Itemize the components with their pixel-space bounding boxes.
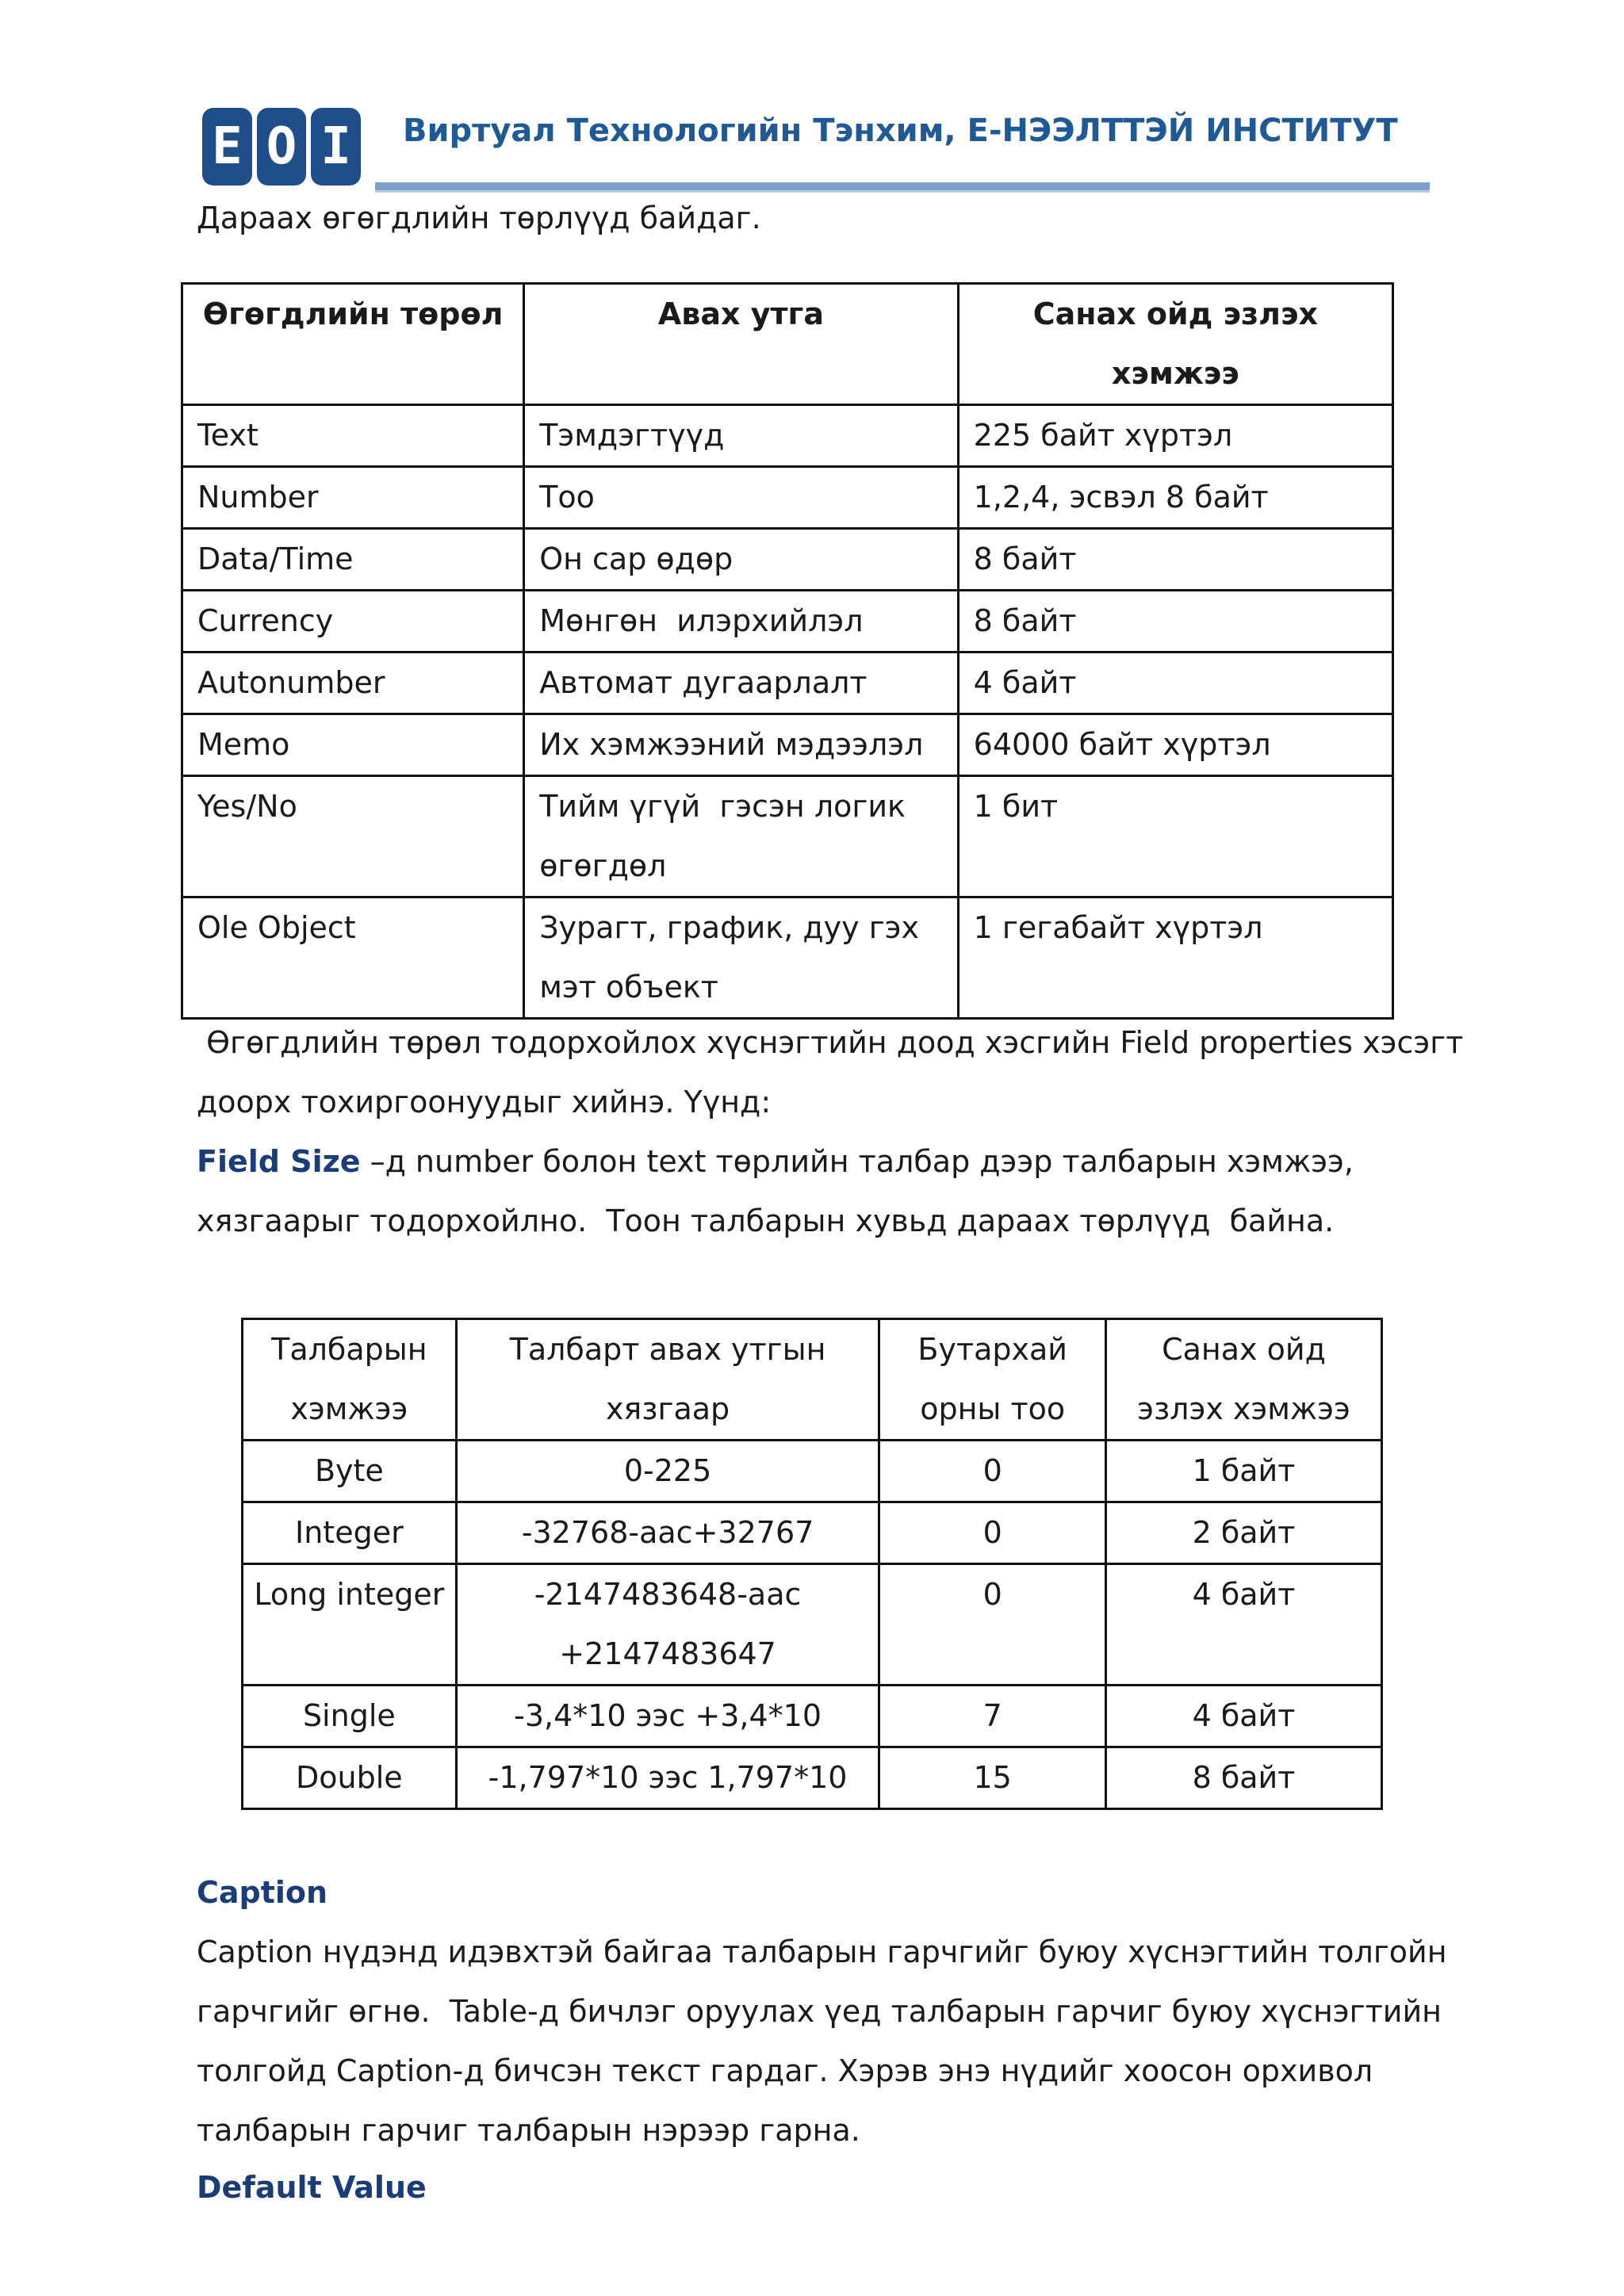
table-cell: -2147483648-аас +2147483647 (456, 1564, 879, 1686)
table-cell: 0 (879, 1564, 1106, 1686)
table-cell: Single (243, 1686, 457, 1747)
caption-heading: Caption (197, 1875, 328, 1910)
table-cell: Text (182, 405, 524, 467)
table-cell: Number (182, 467, 524, 529)
table-cell: Double (243, 1747, 457, 1809)
table-cell: Byte (243, 1441, 457, 1502)
table-row (182, 591, 1393, 652)
table-cell: 0 (879, 1502, 1106, 1564)
table-cell: Memo (182, 714, 524, 776)
table-header-cell: Бутархай орны тоо (879, 1319, 1106, 1441)
body-text: талбарын гарчиг талбарын нэрээр гарна. (197, 2113, 860, 2148)
table-header-cell: Санах ойд эзлэх хэмжээ (1105, 1319, 1381, 1441)
table-row (243, 1686, 1382, 1747)
table-row (182, 652, 1393, 714)
table-cell: 8 байт (958, 529, 1392, 591)
table-cell: 2 байт (1105, 1502, 1381, 1564)
table-cell: 1 бит (958, 776, 1392, 897)
table-cell: 4 байт (1105, 1686, 1381, 1747)
table-row (243, 1502, 1382, 1564)
table-header-cell: Санах ойд эзлэх хэмжээ (958, 284, 1392, 405)
table-cell: 15 (879, 1747, 1106, 1809)
table-cell: Ole Object (182, 897, 524, 1019)
table-cell: Yes/No (182, 776, 524, 897)
table-cell: 225 байт хүртэл (958, 405, 1392, 467)
table-row (182, 405, 1393, 467)
table-cell: Long integer (243, 1564, 457, 1686)
table-cell: Зурагт, график, дуу гэх мэт объект (524, 897, 958, 1019)
table-header-cell: Талбарын хэмжээ (243, 1319, 457, 1441)
table-header-row (243, 1319, 1382, 1441)
field-size-term: Field Size (197, 1144, 361, 1179)
table-cell: -1,797*10 ээс 1,797*10 (456, 1747, 879, 1809)
table-cell: 4 байт (958, 652, 1392, 714)
table-header-row (182, 284, 1393, 405)
body-text: толгойд Caption-д бичсэн текст гардаг. Хэрэв энэ нүдийг хоосон орхивол (197, 2053, 1373, 2088)
logo-letter: E (202, 108, 252, 186)
table-header-cell: Авах утга (524, 284, 958, 405)
body-text: Өгөгдлийн төрөл тодорхойлох хүснэгтийн доод хэсгийн Field properties хэсэгт (197, 1025, 1464, 1060)
table-row (243, 1441, 1382, 1502)
table-row (243, 1564, 1382, 1686)
table-cell: Тоо (524, 467, 958, 529)
table-cell: 4 байт (1105, 1564, 1381, 1686)
table-cell: Integer (243, 1502, 457, 1564)
default-value-heading: Default Value (197, 2170, 427, 2205)
intro-text: Дараах өгөгдлийн төрлүүд байдаг. (197, 201, 761, 235)
header-title: Виртуал Технологийн Тэнхим, Е-НЭЭЛТТЭЙ ИНСТИТУТ (403, 113, 1398, 149)
body-text: гарчгийг өгнө. Table-д бичлэг оруулах үед талбарын гарчиг буюу хүснэгтийн (197, 1994, 1442, 2029)
table-row (243, 1747, 1382, 1809)
table-cell: 7 (879, 1686, 1106, 1747)
table-cell: Currency (182, 591, 524, 652)
logo-letter: O (257, 108, 307, 186)
table-cell: Мөнгөн илэрхийлэл (524, 591, 958, 652)
table-cell: Их хэмжээний мэдээлэл (524, 714, 958, 776)
body-text: Caption нүдэнд идэвхтэй байгаа талбарын гарчгийг буюу хүснэгтийн толгойн (197, 1934, 1447, 1969)
body-text: –д number болон text төрлийн талбар дээр талбарын хэмжээ, (360, 1144, 1354, 1179)
table-row (182, 897, 1393, 1019)
table-row (182, 467, 1393, 529)
table-header-cell: Талбарт авах утгын хязгаар (456, 1319, 879, 1441)
table-cell: Автомат дугаарлалт (524, 652, 958, 714)
table-cell: 0 (879, 1441, 1106, 1502)
table-cell: 1,2,4, эсвэл 8 байт (958, 467, 1392, 529)
table-cell: Тэмдэгтүүд (524, 405, 958, 467)
table-cell: Autonumber (182, 652, 524, 714)
table-cell: 64000 байт хүртэл (958, 714, 1392, 776)
table-cell: 0-225 (456, 1441, 879, 1502)
table-row (182, 714, 1393, 776)
table-cell: 8 байт (958, 591, 1392, 652)
table-cell: Data/Time (182, 529, 524, 591)
table-row (182, 529, 1393, 591)
table-cell: 8 байт (1105, 1747, 1381, 1809)
table-cell: 1 гегабайт хүртэл (958, 897, 1392, 1019)
data-types-table (181, 282, 1394, 1020)
body-text: доорх тохиргоонуудыг хийнэ. Үүнд: (197, 1085, 772, 1119)
field-size-paragraph (197, 1132, 1354, 1192)
table-cell: 1 байт (1105, 1441, 1381, 1502)
logo-letter: I (311, 108, 361, 186)
field-size-table (241, 1318, 1383, 1810)
table-cell: -32768-аас+32767 (456, 1502, 879, 1564)
eoi-logo (202, 108, 361, 186)
table-header-cell: Өгөгдлийн төрөл (182, 284, 524, 405)
table-cell: Тийм үгүй гэсэн логик өгөгдөл (524, 776, 958, 897)
table-row (182, 776, 1393, 897)
table-cell: Он сар өдөр (524, 529, 958, 591)
body-text: хязгаарыг тодорхойлно. Тоон талбарын хувьд дараах төрлүүд байна. (197, 1203, 1335, 1238)
table-cell: -3,4*10 ээс +3,4*10 (456, 1686, 879, 1747)
